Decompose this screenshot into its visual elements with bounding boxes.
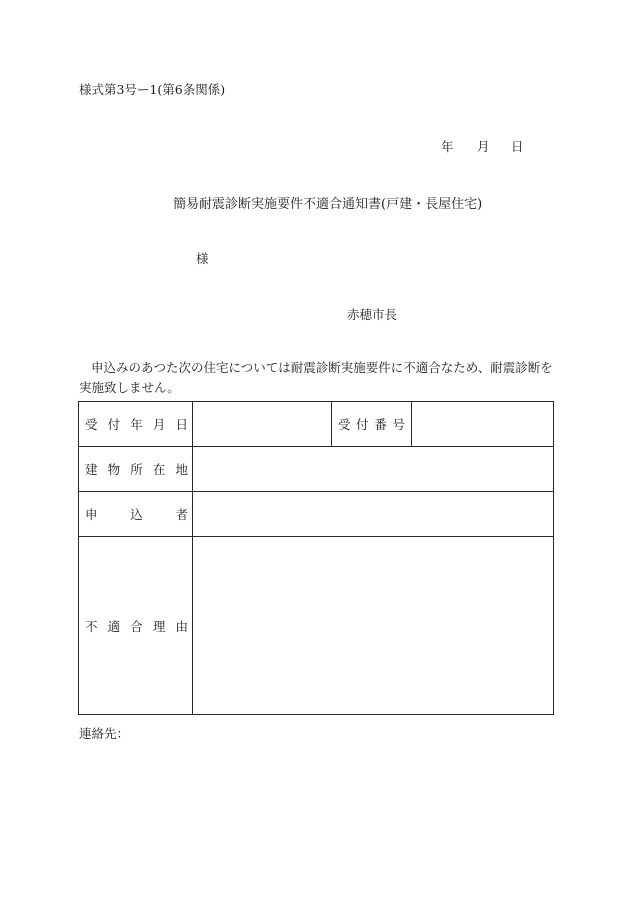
label-char: 込 <box>130 507 143 522</box>
issuer-name: 赤穂市長 <box>347 307 398 322</box>
row-applicant <box>79 492 554 537</box>
date-day-label: 日 <box>511 139 524 154</box>
date-year-label: 年 <box>441 139 454 154</box>
label-char: 適 <box>107 618 121 634</box>
label-char: 号 <box>392 417 405 432</box>
label-char: 所 <box>130 462 143 477</box>
row-nonconformity-reason <box>79 537 554 715</box>
applicant-value[interactable] <box>193 492 554 537</box>
label-char: 日 <box>175 417 188 432</box>
label-char: 合 <box>130 618 143 634</box>
label-char: 年 <box>130 417 143 432</box>
label-char: 理 <box>152 618 166 634</box>
nonconformity-reason-label <box>79 537 193 715</box>
label-char: 在 <box>152 462 166 477</box>
form-id: 様式第3号ー1(第6条関係) <box>79 82 226 97</box>
label-char: 不 <box>85 618 98 634</box>
reception-date-label <box>79 402 193 447</box>
label-char: 由 <box>175 618 188 634</box>
reception-date-value[interactable] <box>193 402 332 447</box>
label-char: 番 <box>374 417 387 432</box>
notice-form-table <box>78 401 554 715</box>
notice-body-text: 申込みのあつた次の住宅については耐震診断実施要件に不適合なため、耐震診断を実施致しません。 <box>79 360 553 395</box>
label-char: 受 <box>85 417 98 432</box>
label-char: 物 <box>107 462 121 477</box>
reception-number-value[interactable] <box>412 402 554 447</box>
addressee-suffix: 様 <box>196 251 209 266</box>
label-char: 建 <box>85 462 98 477</box>
reception-number-label <box>332 402 412 447</box>
row-building-location <box>79 447 554 492</box>
label-char: 受 <box>338 417 351 432</box>
label-char: 者 <box>175 507 188 522</box>
label-char: 地 <box>175 462 188 477</box>
building-location-label <box>79 447 193 492</box>
applicant-label <box>79 492 193 537</box>
building-location-value[interactable] <box>193 447 554 492</box>
date-month-label: 月 <box>477 139 490 154</box>
label-char: 付 <box>356 417 369 432</box>
document-title: 簡易耐震診断実施要件不適合通知書(戸建・長屋住宅) <box>173 197 483 212</box>
row-reception <box>79 402 554 447</box>
label-char: 月 <box>152 417 166 432</box>
nonconformity-reason-value[interactable] <box>193 537 554 715</box>
contact-label: 連絡先： <box>79 726 130 741</box>
notice-body <box>79 358 554 398</box>
label-char: 申 <box>85 507 98 522</box>
label-char: 付 <box>107 417 121 432</box>
